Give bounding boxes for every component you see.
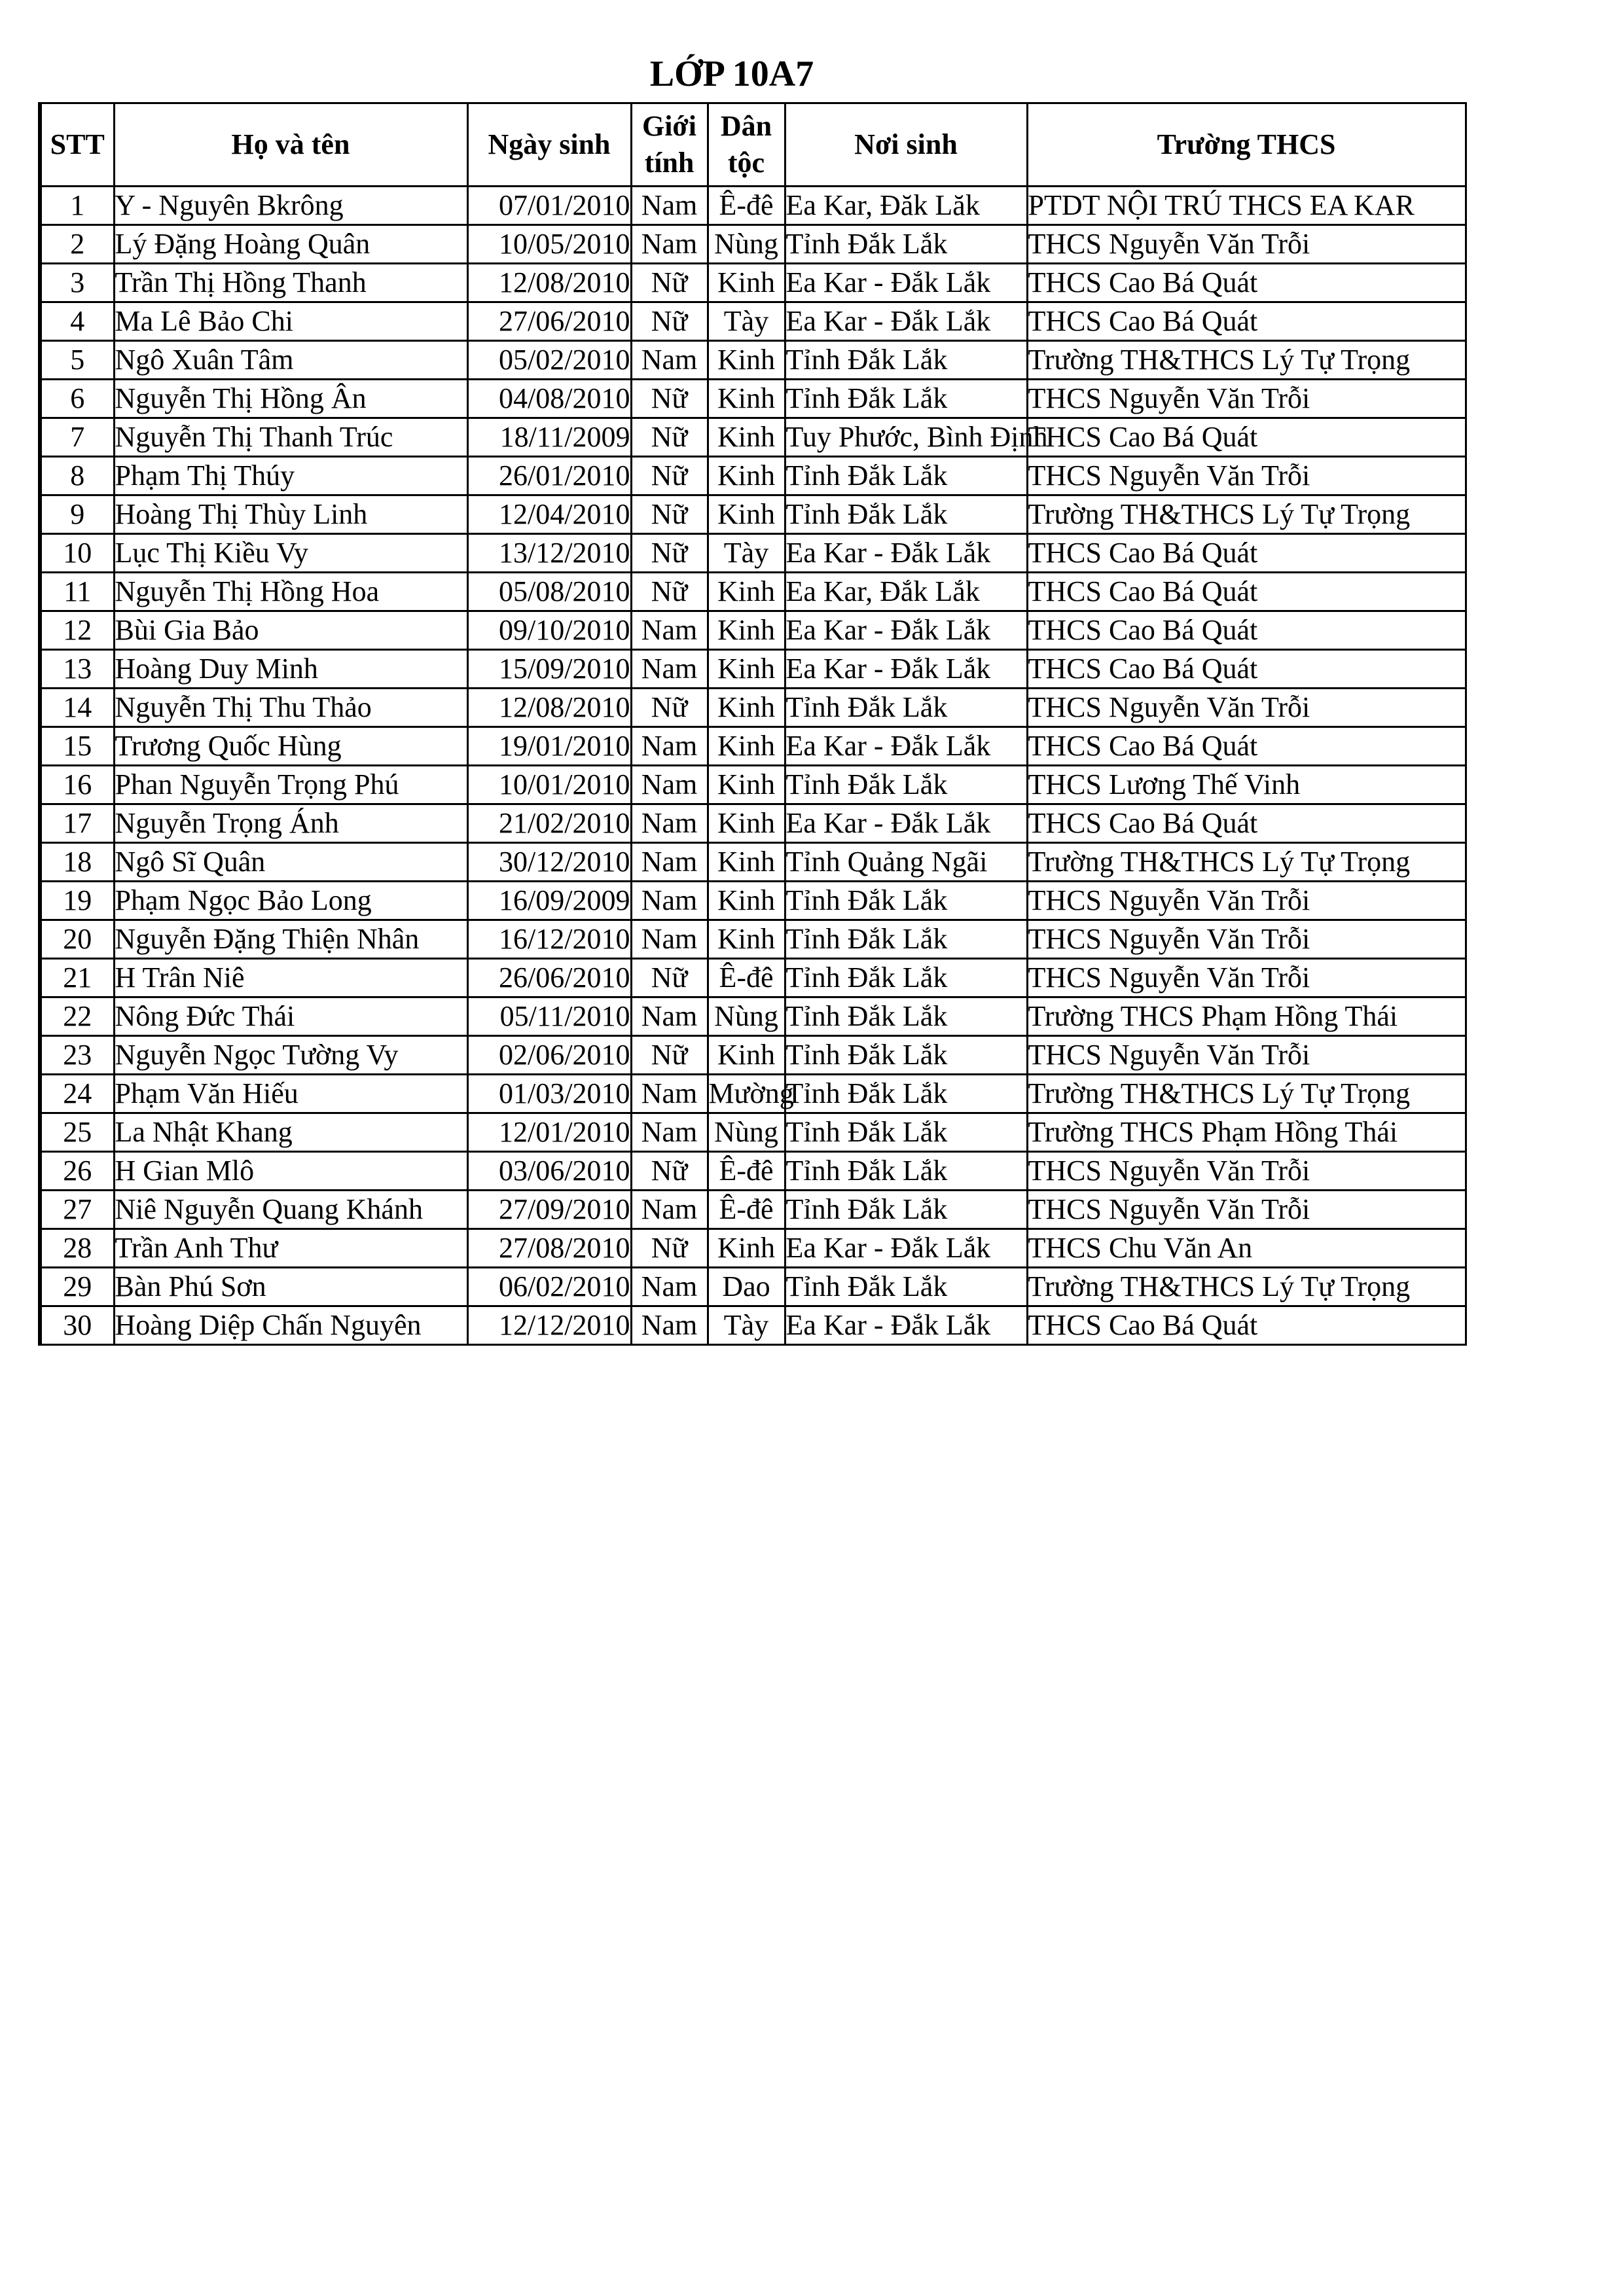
cell-dob: 09/10/2010 xyxy=(467,611,631,650)
cell-gender: Nữ xyxy=(631,418,708,457)
cell-gender: Nữ xyxy=(631,1152,708,1191)
cell-ethnicity: Nùng xyxy=(708,225,785,264)
student-rows xyxy=(40,187,1466,1345)
cell-dob: 13/12/2010 xyxy=(467,534,631,573)
cell-birthplace: Tỉnh Đắk Lắk xyxy=(785,457,1027,495)
header-gender: Giới tính xyxy=(631,103,708,187)
cell-dob: 04/08/2010 xyxy=(467,380,631,418)
cell-gender: Nam xyxy=(631,1191,708,1229)
table-row xyxy=(40,1152,1466,1191)
cell-stt: 9 xyxy=(40,495,114,534)
cell-stt: 17 xyxy=(40,804,114,843)
cell-stt: 26 xyxy=(40,1152,114,1191)
cell-name: H Trân Niê xyxy=(114,959,467,997)
header-dob: Ngày sinh xyxy=(467,103,631,187)
cell-name: La Nhật Khang xyxy=(114,1113,467,1152)
cell-name: Phạm Ngọc Bảo Long xyxy=(114,882,467,920)
cell-ethnicity: Kinh xyxy=(708,689,785,727)
cell-name: Y - Nguyên Bkrông xyxy=(114,187,467,225)
cell-name: Nguyễn Thị Thu Thảo xyxy=(114,689,467,727)
table-row xyxy=(40,959,1466,997)
cell-ethnicity: Kinh xyxy=(708,573,785,611)
cell-name: Phạm Thị Thúy xyxy=(114,457,467,495)
cell-stt: 3 xyxy=(40,264,114,302)
header-stt: STT xyxy=(40,103,114,187)
cell-birthplace: Ea Kar - Đắk Lắk xyxy=(785,804,1027,843)
table-row xyxy=(40,611,1466,650)
cell-stt: 4 xyxy=(40,302,114,341)
cell-gender: Nữ xyxy=(631,534,708,573)
cell-dob: 26/01/2010 xyxy=(467,457,631,495)
cell-ethnicity: Mường xyxy=(708,1075,785,1113)
table-row xyxy=(40,187,1466,225)
cell-dob: 05/11/2010 xyxy=(467,997,631,1036)
cell-school: PTDT NỘI TRÚ THCS EA KAR xyxy=(1027,187,1466,225)
cell-name: Ngô Sĩ Quân xyxy=(114,843,467,882)
cell-school: THCS Nguyễn Văn Trỗi xyxy=(1027,882,1466,920)
cell-school: THCS Nguyễn Văn Trỗi xyxy=(1027,225,1466,264)
cell-gender: Nam xyxy=(631,225,708,264)
cell-birthplace: Tỉnh Đắk Lắk xyxy=(785,766,1027,804)
cell-ethnicity: Kinh xyxy=(708,418,785,457)
cell-gender: Nam xyxy=(631,804,708,843)
cell-school: Trường TH&THCS Lý Tự Trọng xyxy=(1027,495,1466,534)
cell-school: THCS Nguyễn Văn Trỗi xyxy=(1027,1036,1466,1075)
cell-birthplace: Tỉnh Đắk Lắk xyxy=(785,959,1027,997)
cell-dob: 18/11/2009 xyxy=(467,418,631,457)
cell-stt: 6 xyxy=(40,380,114,418)
cell-dob: 12/01/2010 xyxy=(467,1113,631,1152)
header-name: Họ và tên xyxy=(114,103,467,187)
cell-school: THCS Cao Bá Quát xyxy=(1027,611,1466,650)
cell-birthplace: Ea Kar - Đắk Lắk xyxy=(785,302,1027,341)
table-row xyxy=(40,766,1466,804)
table-row xyxy=(40,689,1466,727)
cell-gender: Nữ xyxy=(631,959,708,997)
cell-stt: 11 xyxy=(40,573,114,611)
cell-ethnicity: Kinh xyxy=(708,843,785,882)
cell-stt: 30 xyxy=(40,1306,114,1345)
cell-birthplace: Tỉnh Đắk Lắk xyxy=(785,997,1027,1036)
cell-name: Nguyễn Đặng Thiện Nhân xyxy=(114,920,467,959)
cell-name: Bùi Gia Bảo xyxy=(114,611,467,650)
cell-name: Ngô Xuân Tâm xyxy=(114,341,467,380)
table-row xyxy=(40,1229,1466,1268)
cell-ethnicity: Tày xyxy=(708,302,785,341)
cell-name: Trần Anh Thư xyxy=(114,1229,467,1268)
cell-birthplace: Tỉnh Đắk Lắk xyxy=(785,1152,1027,1191)
cell-school: Trường TH&THCS Lý Tự Trọng xyxy=(1027,341,1466,380)
cell-school: THCS Chu Văn An xyxy=(1027,1229,1466,1268)
cell-name: Trương Quốc Hùng xyxy=(114,727,467,766)
cell-stt: 15 xyxy=(40,727,114,766)
cell-gender: Nữ xyxy=(631,264,708,302)
cell-school: THCS Cao Bá Quát xyxy=(1027,804,1466,843)
table-row xyxy=(40,341,1466,380)
cell-dob: 05/02/2010 xyxy=(467,341,631,380)
cell-gender: Nam xyxy=(631,341,708,380)
cell-name: Niê Nguyễn Quang Khánh xyxy=(114,1191,467,1229)
cell-ethnicity: Nùng xyxy=(708,997,785,1036)
cell-ethnicity: Kinh xyxy=(708,341,785,380)
cell-school: THCS Nguyễn Văn Trỗi xyxy=(1027,1191,1466,1229)
cell-school: THCS Nguyễn Văn Trỗi xyxy=(1027,689,1466,727)
cell-birthplace: Ea Kar, Đắk Lắk xyxy=(785,573,1027,611)
header-school: Trường THCS xyxy=(1027,103,1466,187)
table-row xyxy=(40,804,1466,843)
cell-stt: 2 xyxy=(40,225,114,264)
cell-name: Nguyễn Ngọc Tường Vy xyxy=(114,1036,467,1075)
cell-ethnicity: Kinh xyxy=(708,650,785,689)
cell-stt: 13 xyxy=(40,650,114,689)
cell-dob: 27/09/2010 xyxy=(467,1191,631,1229)
table-row xyxy=(40,264,1466,302)
cell-birthplace: Ea Kar - Đắk Lắk xyxy=(785,264,1027,302)
cell-ethnicity: Kinh xyxy=(708,1229,785,1268)
table-row xyxy=(40,573,1466,611)
table-row xyxy=(40,843,1466,882)
cell-gender: Nữ xyxy=(631,302,708,341)
cell-gender: Nữ xyxy=(631,573,708,611)
cell-birthplace: Tỉnh Đắk Lắk xyxy=(785,689,1027,727)
cell-ethnicity: Ê-đê xyxy=(708,959,785,997)
table-row xyxy=(40,650,1466,689)
cell-ethnicity: Tày xyxy=(708,1306,785,1345)
cell-name: Phan Nguyễn Trọng Phú xyxy=(114,766,467,804)
cell-birthplace: Ea Kar - Đắk Lắk xyxy=(785,727,1027,766)
cell-school: THCS Nguyễn Văn Trỗi xyxy=(1027,1152,1466,1191)
cell-dob: 12/04/2010 xyxy=(467,495,631,534)
cell-ethnicity: Kinh xyxy=(708,495,785,534)
cell-school: THCS Cao Bá Quát xyxy=(1027,302,1466,341)
cell-birthplace: Tuy Phước, Bình Định xyxy=(785,418,1027,457)
cell-dob: 01/03/2010 xyxy=(467,1075,631,1113)
cell-stt: 1 xyxy=(40,187,114,225)
cell-dob: 12/08/2010 xyxy=(467,689,631,727)
cell-birthplace: Ea Kar - Đắk Lắk xyxy=(785,534,1027,573)
cell-school: Trường TH&THCS Lý Tự Trọng xyxy=(1027,1075,1466,1113)
cell-stt: 21 xyxy=(40,959,114,997)
cell-name: Trần Thị Hồng Thanh xyxy=(114,264,467,302)
cell-school: THCS Cao Bá Quát xyxy=(1027,573,1466,611)
table-row xyxy=(40,1075,1466,1113)
cell-name: Nguyễn Trọng Ánh xyxy=(114,804,467,843)
cell-gender: Nữ xyxy=(631,495,708,534)
cell-dob: 30/12/2010 xyxy=(467,843,631,882)
cell-name: Ma Lê Bảo Chi xyxy=(114,302,467,341)
table-row xyxy=(40,1113,1466,1152)
cell-birthplace: Ea Kar - Đắk Lắk xyxy=(785,650,1027,689)
cell-gender: Nam xyxy=(631,1268,708,1306)
cell-stt: 20 xyxy=(40,920,114,959)
page-title: LỚP 10A7 xyxy=(649,54,814,94)
cell-gender: Nam xyxy=(631,843,708,882)
cell-gender: Nam xyxy=(631,882,708,920)
cell-ethnicity: Kinh xyxy=(708,882,785,920)
cell-dob: 06/02/2010 xyxy=(467,1268,631,1306)
cell-birthplace: Tỉnh Đắk Lắk xyxy=(785,341,1027,380)
cell-birthplace: Ea Kar - Đắk Lắk xyxy=(785,1229,1027,1268)
cell-name: Lý Đặng Hoàng Quân xyxy=(114,225,467,264)
cell-dob: 12/08/2010 xyxy=(467,264,631,302)
table-row xyxy=(40,225,1466,264)
header-row xyxy=(40,103,1466,187)
cell-stt: 7 xyxy=(40,418,114,457)
cell-ethnicity: Kinh xyxy=(708,804,785,843)
cell-name: Lục Thị Kiều Vy xyxy=(114,534,467,573)
cell-stt: 24 xyxy=(40,1075,114,1113)
cell-dob: 02/06/2010 xyxy=(467,1036,631,1075)
table-row xyxy=(40,1036,1466,1075)
table-row xyxy=(40,1268,1466,1306)
cell-school: THCS Cao Bá Quát xyxy=(1027,650,1466,689)
cell-dob: 27/06/2010 xyxy=(467,302,631,341)
cell-school: THCS Cao Bá Quát xyxy=(1027,418,1466,457)
cell-gender: Nữ xyxy=(631,457,708,495)
cell-dob: 19/01/2010 xyxy=(467,727,631,766)
cell-birthplace: Ea Kar, Đăk Lăk xyxy=(785,187,1027,225)
cell-birthplace: Tỉnh Đắk Lắk xyxy=(785,380,1027,418)
cell-school: Trường THCS Phạm Hồng Thái xyxy=(1027,997,1466,1036)
cell-ethnicity: Kinh xyxy=(708,920,785,959)
cell-stt: 29 xyxy=(40,1268,114,1306)
table-row xyxy=(40,457,1466,495)
cell-name: H Gian Mlô xyxy=(114,1152,467,1191)
cell-school: THCS Cao Bá Quát xyxy=(1027,534,1466,573)
cell-school: THCS Nguyễn Văn Trỗi xyxy=(1027,959,1466,997)
cell-ethnicity: Kinh xyxy=(708,1036,785,1075)
cell-school: Trường TH&THCS Lý Tự Trọng xyxy=(1027,843,1466,882)
cell-school: THCS Cao Bá Quát xyxy=(1027,727,1466,766)
cell-gender: Nữ xyxy=(631,380,708,418)
cell-birthplace: Tỉnh Đắk Lắk xyxy=(785,1191,1027,1229)
cell-name: Phạm Văn Hiếu xyxy=(114,1075,467,1113)
cell-birthplace: Tỉnh Đắk Lắk xyxy=(785,1075,1027,1113)
table-row xyxy=(40,380,1466,418)
cell-dob: 16/12/2010 xyxy=(467,920,631,959)
cell-birthplace: Tỉnh Đắk Lắk xyxy=(785,1113,1027,1152)
table-row xyxy=(40,920,1466,959)
cell-dob: 26/06/2010 xyxy=(467,959,631,997)
cell-school: THCS Nguyễn Văn Trỗi xyxy=(1027,457,1466,495)
cell-gender: Nam xyxy=(631,1113,708,1152)
cell-dob: 05/08/2010 xyxy=(467,573,631,611)
cell-birthplace: Tỉnh Đắk Lắk xyxy=(785,1268,1027,1306)
cell-birthplace: Tỉnh Đắk Lắk xyxy=(785,920,1027,959)
cell-ethnicity: Ê-đê xyxy=(708,187,785,225)
cell-school: Trường TH&THCS Lý Tự Trọng xyxy=(1027,1268,1466,1306)
header-ethnicity: Dân tộc xyxy=(708,103,785,187)
cell-birthplace: Tỉnh Quảng Ngãi xyxy=(785,843,1027,882)
table-row xyxy=(40,302,1466,341)
cell-stt: 23 xyxy=(40,1036,114,1075)
cell-dob: 07/01/2010 xyxy=(467,187,631,225)
cell-gender: Nam xyxy=(631,997,708,1036)
cell-ethnicity: Ê-đê xyxy=(708,1191,785,1229)
cell-gender: Nam xyxy=(631,766,708,804)
cell-gender: Nam xyxy=(631,1075,708,1113)
cell-name: Hoàng Diệp Chấn Nguyên xyxy=(114,1306,467,1345)
header-birthplace: Nơi sinh xyxy=(785,103,1027,187)
cell-ethnicity: Kinh xyxy=(708,457,785,495)
cell-birthplace: Tỉnh Đắk Lắk xyxy=(785,882,1027,920)
table-row xyxy=(40,727,1466,766)
table-row xyxy=(40,418,1466,457)
cell-school: Trường THCS Phạm Hồng Thái xyxy=(1027,1113,1466,1152)
cell-dob: 21/02/2010 xyxy=(467,804,631,843)
cell-school: THCS Cao Bá Quát xyxy=(1027,1306,1466,1345)
cell-ethnicity: Kinh xyxy=(708,766,785,804)
cell-stt: 28 xyxy=(40,1229,114,1268)
cell-birthplace: Tỉnh Đắk Lắk xyxy=(785,1036,1027,1075)
cell-birthplace: Ea Kar - Đắk Lắk xyxy=(785,1306,1027,1345)
table-row xyxy=(40,534,1466,573)
cell-ethnicity: Dao xyxy=(708,1268,785,1306)
cell-name: Bàn Phú Sơn xyxy=(114,1268,467,1306)
cell-dob: 03/06/2010 xyxy=(467,1152,631,1191)
cell-gender: Nam xyxy=(631,187,708,225)
table-row xyxy=(40,1306,1466,1345)
cell-dob: 27/08/2010 xyxy=(467,1229,631,1268)
cell-dob: 16/09/2009 xyxy=(467,882,631,920)
cell-stt: 14 xyxy=(40,689,114,727)
cell-ethnicity: Ê-đê xyxy=(708,1152,785,1191)
table-row xyxy=(40,997,1466,1036)
cell-ethnicity: Kinh xyxy=(708,380,785,418)
cell-name: Hoàng Duy Minh xyxy=(114,650,467,689)
cell-ethnicity: Kinh xyxy=(708,727,785,766)
table-row xyxy=(40,882,1466,920)
cell-stt: 8 xyxy=(40,457,114,495)
cell-birthplace: Tỉnh Đắk Lắk xyxy=(785,495,1027,534)
cell-dob: 12/12/2010 xyxy=(467,1306,631,1345)
cell-ethnicity: Nùng xyxy=(708,1113,785,1152)
cell-school: THCS Cao Bá Quát xyxy=(1027,264,1466,302)
cell-gender: Nữ xyxy=(631,1229,708,1268)
cell-dob: 10/01/2010 xyxy=(467,766,631,804)
cell-name: Nguyễn Thị Thanh Trúc xyxy=(114,418,467,457)
cell-stt: 19 xyxy=(40,882,114,920)
cell-stt: 22 xyxy=(40,997,114,1036)
table-row xyxy=(40,1191,1466,1229)
cell-school: THCS Nguyễn Văn Trỗi xyxy=(1027,920,1466,959)
cell-stt: 18 xyxy=(40,843,114,882)
cell-gender: Nam xyxy=(631,920,708,959)
cell-gender: Nữ xyxy=(631,689,708,727)
cell-stt: 25 xyxy=(40,1113,114,1152)
cell-dob: 10/05/2010 xyxy=(467,225,631,264)
cell-name: Hoàng Thị Thùy Linh xyxy=(114,495,467,534)
cell-stt: 16 xyxy=(40,766,114,804)
cell-gender: Nam xyxy=(631,611,708,650)
cell-ethnicity: Kinh xyxy=(708,264,785,302)
cell-gender: Nam xyxy=(631,1306,708,1345)
cell-birthplace: Ea Kar - Đắk Lắk xyxy=(785,611,1027,650)
cell-gender: Nam xyxy=(631,650,708,689)
table-row xyxy=(40,495,1466,534)
cell-dob: 15/09/2010 xyxy=(467,650,631,689)
cell-gender: Nữ xyxy=(631,1036,708,1075)
cell-ethnicity: Tày xyxy=(708,534,785,573)
cell-stt: 10 xyxy=(40,534,114,573)
cell-school: THCS Lương Thế Vinh xyxy=(1027,766,1466,804)
cell-name: Nguyễn Thị Hồng Hoa xyxy=(114,573,467,611)
cell-gender: Nam xyxy=(631,727,708,766)
cell-stt: 12 xyxy=(40,611,114,650)
cell-stt: 5 xyxy=(40,341,114,380)
cell-stt: 27 xyxy=(40,1191,114,1229)
cell-ethnicity: Kinh xyxy=(708,611,785,650)
cell-name: Nông Đức Thái xyxy=(114,997,467,1036)
cell-birthplace: Tỉnh Đắk Lắk xyxy=(785,225,1027,264)
student-table xyxy=(38,102,1467,1346)
cell-school: THCS Nguyễn Văn Trỗi xyxy=(1027,380,1466,418)
cell-name: Nguyễn Thị Hồng Ân xyxy=(114,380,467,418)
